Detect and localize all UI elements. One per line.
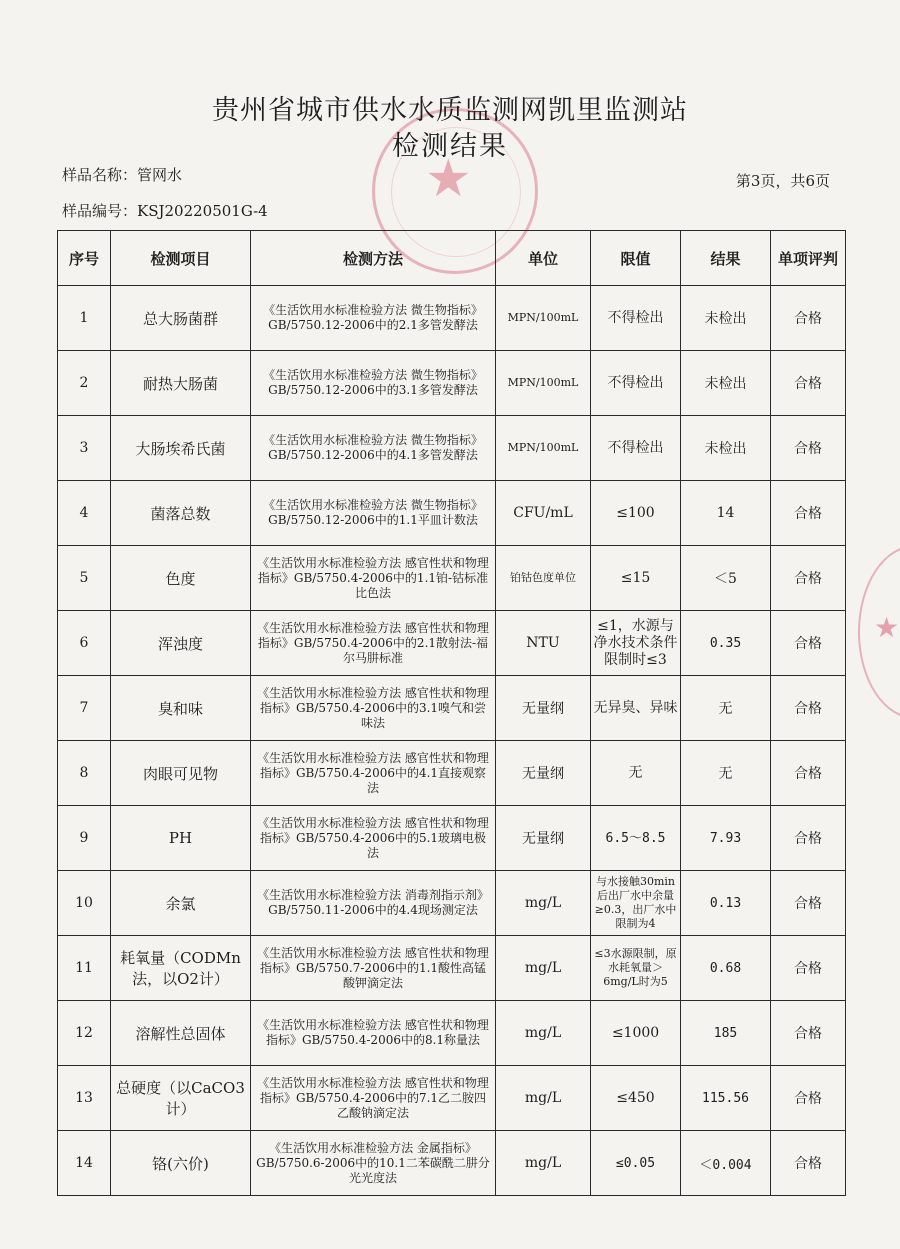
row-limit: 不得检出: [591, 416, 681, 481]
page-indicator: 第3页，共6页: [735, 172, 830, 190]
row-unit: mg/L: [496, 936, 591, 1001]
table-row: [58, 546, 846, 611]
side-seal-stamp: [858, 545, 900, 719]
row-no: 1: [58, 286, 111, 351]
row-result: 无: [681, 741, 771, 806]
row-unit: 无量纲: [496, 676, 591, 741]
row-method: 《生活饮用水标准检验方法 微生物指标》GB/5750.12-2006中的4.1多管发酵法: [251, 416, 496, 481]
row-no: 9: [58, 806, 111, 871]
report-subtitle: 检测结果: [392, 131, 508, 162]
row-result: ＜5: [681, 546, 771, 611]
row-limit: ≤0.05: [591, 1131, 681, 1196]
sample-number: 样品编号：KSJ20220501G-4: [62, 202, 268, 220]
row-no: 12: [58, 1001, 111, 1066]
row-item: 大肠埃希氏菌: [111, 416, 251, 481]
row-result: ＜0.004: [681, 1131, 771, 1196]
row-item: 铬(六价): [111, 1131, 251, 1196]
table-row: [58, 806, 846, 871]
row-item: PH: [111, 806, 251, 871]
row-unit: mg/L: [496, 1131, 591, 1196]
row-limit: ≤100: [591, 481, 681, 546]
side-seal-star-icon: ★: [874, 611, 900, 644]
row-unit: mg/L: [496, 1066, 591, 1131]
row-unit: mg/L: [496, 871, 591, 936]
row-no: 8: [58, 741, 111, 806]
row-method: 《生活饮用水标准检验方法 感官性状和物理指标》GB/5750.4-2006中的3.1嗅气和尝味法: [251, 676, 496, 741]
results-table: [57, 230, 846, 1196]
row-evaluation: 合格: [771, 676, 846, 741]
row-result: 7.93: [681, 806, 771, 871]
row-method: 《生活饮用水标准检验方法 感官性状和物理指标》GB/5750.7-2006中的1.1酸性高锰酸钾滴定法: [251, 936, 496, 1001]
row-evaluation: 合格: [771, 1001, 846, 1066]
row-method: 《生活饮用水标准检验方法 感官性状和物理指标》GB/5750.4-2006中的2.1散射法-福尔马肼标准: [251, 611, 496, 676]
column-header-limit: 限值: [591, 231, 681, 286]
table-row: [58, 936, 846, 1001]
row-result: 185: [681, 1001, 771, 1066]
table-row: [58, 416, 846, 481]
row-item: 溶解性总固体: [111, 1001, 251, 1066]
row-limit: 6.5～8.5: [591, 806, 681, 871]
row-item: 肉眼可见物: [111, 741, 251, 806]
row-method: 《生活饮用水标准检验方法 感官性状和物理指标》GB/5750.4-2006中的8.1称量法: [251, 1001, 496, 1066]
row-result: 未检出: [681, 416, 771, 481]
row-no: 5: [58, 546, 111, 611]
row-evaluation: 合格: [771, 481, 846, 546]
row-evaluation: 合格: [771, 351, 846, 416]
row-limit: ≤3水源限制，原水耗氧量＞6mg/L时为5: [591, 936, 681, 1001]
row-no: 4: [58, 481, 111, 546]
row-no: 14: [58, 1131, 111, 1196]
row-limit: 无异臭、异味: [591, 676, 681, 741]
row-evaluation: 合格: [771, 936, 846, 1001]
row-no: 7: [58, 676, 111, 741]
row-result: 14: [681, 481, 771, 546]
row-method: 《生活饮用水标准检验方法 微生物指标》GB/5750.12-2006中的1.1平皿计数法: [251, 481, 496, 546]
row-item: 总大肠菌群: [111, 286, 251, 351]
row-method: 《生活饮用水标准检验方法 微生物指标》GB/5750.12-2006中的2.1多管发酵法: [251, 286, 496, 351]
column-header-result: 结果: [681, 231, 771, 286]
row-unit: mg/L: [496, 1001, 591, 1066]
row-item: 总硬度（以CaCO3计）: [111, 1066, 251, 1131]
row-method: 《生活饮用水标准检验方法 感官性状和物理指标》GB/5750.4-2006中的4.1直接观察法: [251, 741, 496, 806]
seal-star-icon: ★: [425, 149, 472, 209]
row-item: 耗氧量（CODMn法，以O2计）: [111, 936, 251, 1001]
column-header-item: 检测项目: [111, 231, 251, 286]
row-evaluation: 合格: [771, 286, 846, 351]
row-evaluation: 合格: [771, 871, 846, 936]
row-limit: ≤1000: [591, 1001, 681, 1066]
table-row: [58, 871, 846, 936]
column-header-method: 检测方法: [251, 231, 496, 286]
row-result: 115.56: [681, 1066, 771, 1131]
column-header-evaluation: 单项评判: [771, 231, 846, 286]
row-unit: NTU: [496, 611, 591, 676]
row-limit: ≤15: [591, 546, 681, 611]
row-result: 0.35: [681, 611, 771, 676]
row-method: 《生活饮用水标准检验方法 金属指标》GB/5750.6-2006中的10.1二苯碳酰二肼分光光度法: [251, 1131, 496, 1196]
row-evaluation: 合格: [771, 611, 846, 676]
row-limit: 无: [591, 741, 681, 806]
row-result: 未检出: [681, 351, 771, 416]
row-no: 10: [58, 871, 111, 936]
row-item: 浑浊度: [111, 611, 251, 676]
row-unit: 铂钴色度单位: [496, 546, 591, 611]
table-row: [58, 1066, 846, 1131]
row-unit: MPN/100mL: [496, 416, 591, 481]
row-evaluation: 合格: [771, 546, 846, 611]
row-unit: 无量纲: [496, 741, 591, 806]
table-row: [58, 481, 846, 546]
row-no: 13: [58, 1066, 111, 1131]
row-limit: 不得检出: [591, 286, 681, 351]
row-evaluation: 合格: [771, 806, 846, 871]
row-no: 11: [58, 936, 111, 1001]
row-unit: CFU/mL: [496, 481, 591, 546]
row-item: 臭和味: [111, 676, 251, 741]
row-evaluation: 合格: [771, 1066, 846, 1131]
table-row: [58, 286, 846, 351]
column-header-unit: 单位: [496, 231, 591, 286]
table-row: [58, 741, 846, 806]
row-result: 无: [681, 676, 771, 741]
row-evaluation: 合格: [771, 1131, 846, 1196]
row-item: 色度: [111, 546, 251, 611]
row-limit: 与水接触30min后出厂水中余量≥0.3，出厂水中限制为4: [591, 871, 681, 936]
row-method: 《生活饮用水标准检验方法 感官性状和物理指标》GB/5750.4-2006中的5.1玻璃电极法: [251, 806, 496, 871]
row-result: 0.68: [681, 936, 771, 1001]
table-header-row: [58, 231, 846, 286]
column-header-no: 序号: [58, 231, 111, 286]
row-item: 菌落总数: [111, 481, 251, 546]
row-item: 余氯: [111, 871, 251, 936]
table-row: [58, 351, 846, 416]
row-method: 《生活饮用水标准检验方法 微生物指标》GB/5750.12-2006中的3.1多管发酵法: [251, 351, 496, 416]
row-no: 3: [58, 416, 111, 481]
sample-name: 样品名称：管网水: [62, 166, 183, 184]
row-evaluation: 合格: [771, 416, 846, 481]
row-method: 《生活饮用水标准检验方法 感官性状和物理指标》GB/5750.4-2006中的1.1铂-钴标准比色法: [251, 546, 496, 611]
row-evaluation: 合格: [771, 741, 846, 806]
row-limit: 不得检出: [591, 351, 681, 416]
row-no: 2: [58, 351, 111, 416]
row-unit: MPN/100mL: [496, 351, 591, 416]
table-row: [58, 1131, 846, 1196]
row-result: 0.13: [681, 871, 771, 936]
row-unit: MPN/100mL: [496, 286, 591, 351]
row-unit: 无量纲: [496, 806, 591, 871]
report-title: 贵州省城市供水水质监测网凯里监测站: [212, 95, 688, 126]
table-row: [58, 676, 846, 741]
row-method: 《生活饮用水标准检验方法 感官性状和物理指标》GB/5750.4-2006中的7.1乙二胺四乙酸钠滴定法: [251, 1066, 496, 1131]
row-item: 耐热大肠菌: [111, 351, 251, 416]
row-method: 《生活饮用水标准检验方法 消毒剂指示剂》GB/5750.11-2006中的4.4现场测定法: [251, 871, 496, 936]
table-row: [58, 611, 846, 676]
row-result: 未检出: [681, 286, 771, 351]
table-row: [58, 1001, 846, 1066]
row-no: 6: [58, 611, 111, 676]
row-limit: ≤1，水源与净水技术条件限制时≤3: [591, 611, 681, 676]
row-limit: ≤450: [591, 1066, 681, 1131]
